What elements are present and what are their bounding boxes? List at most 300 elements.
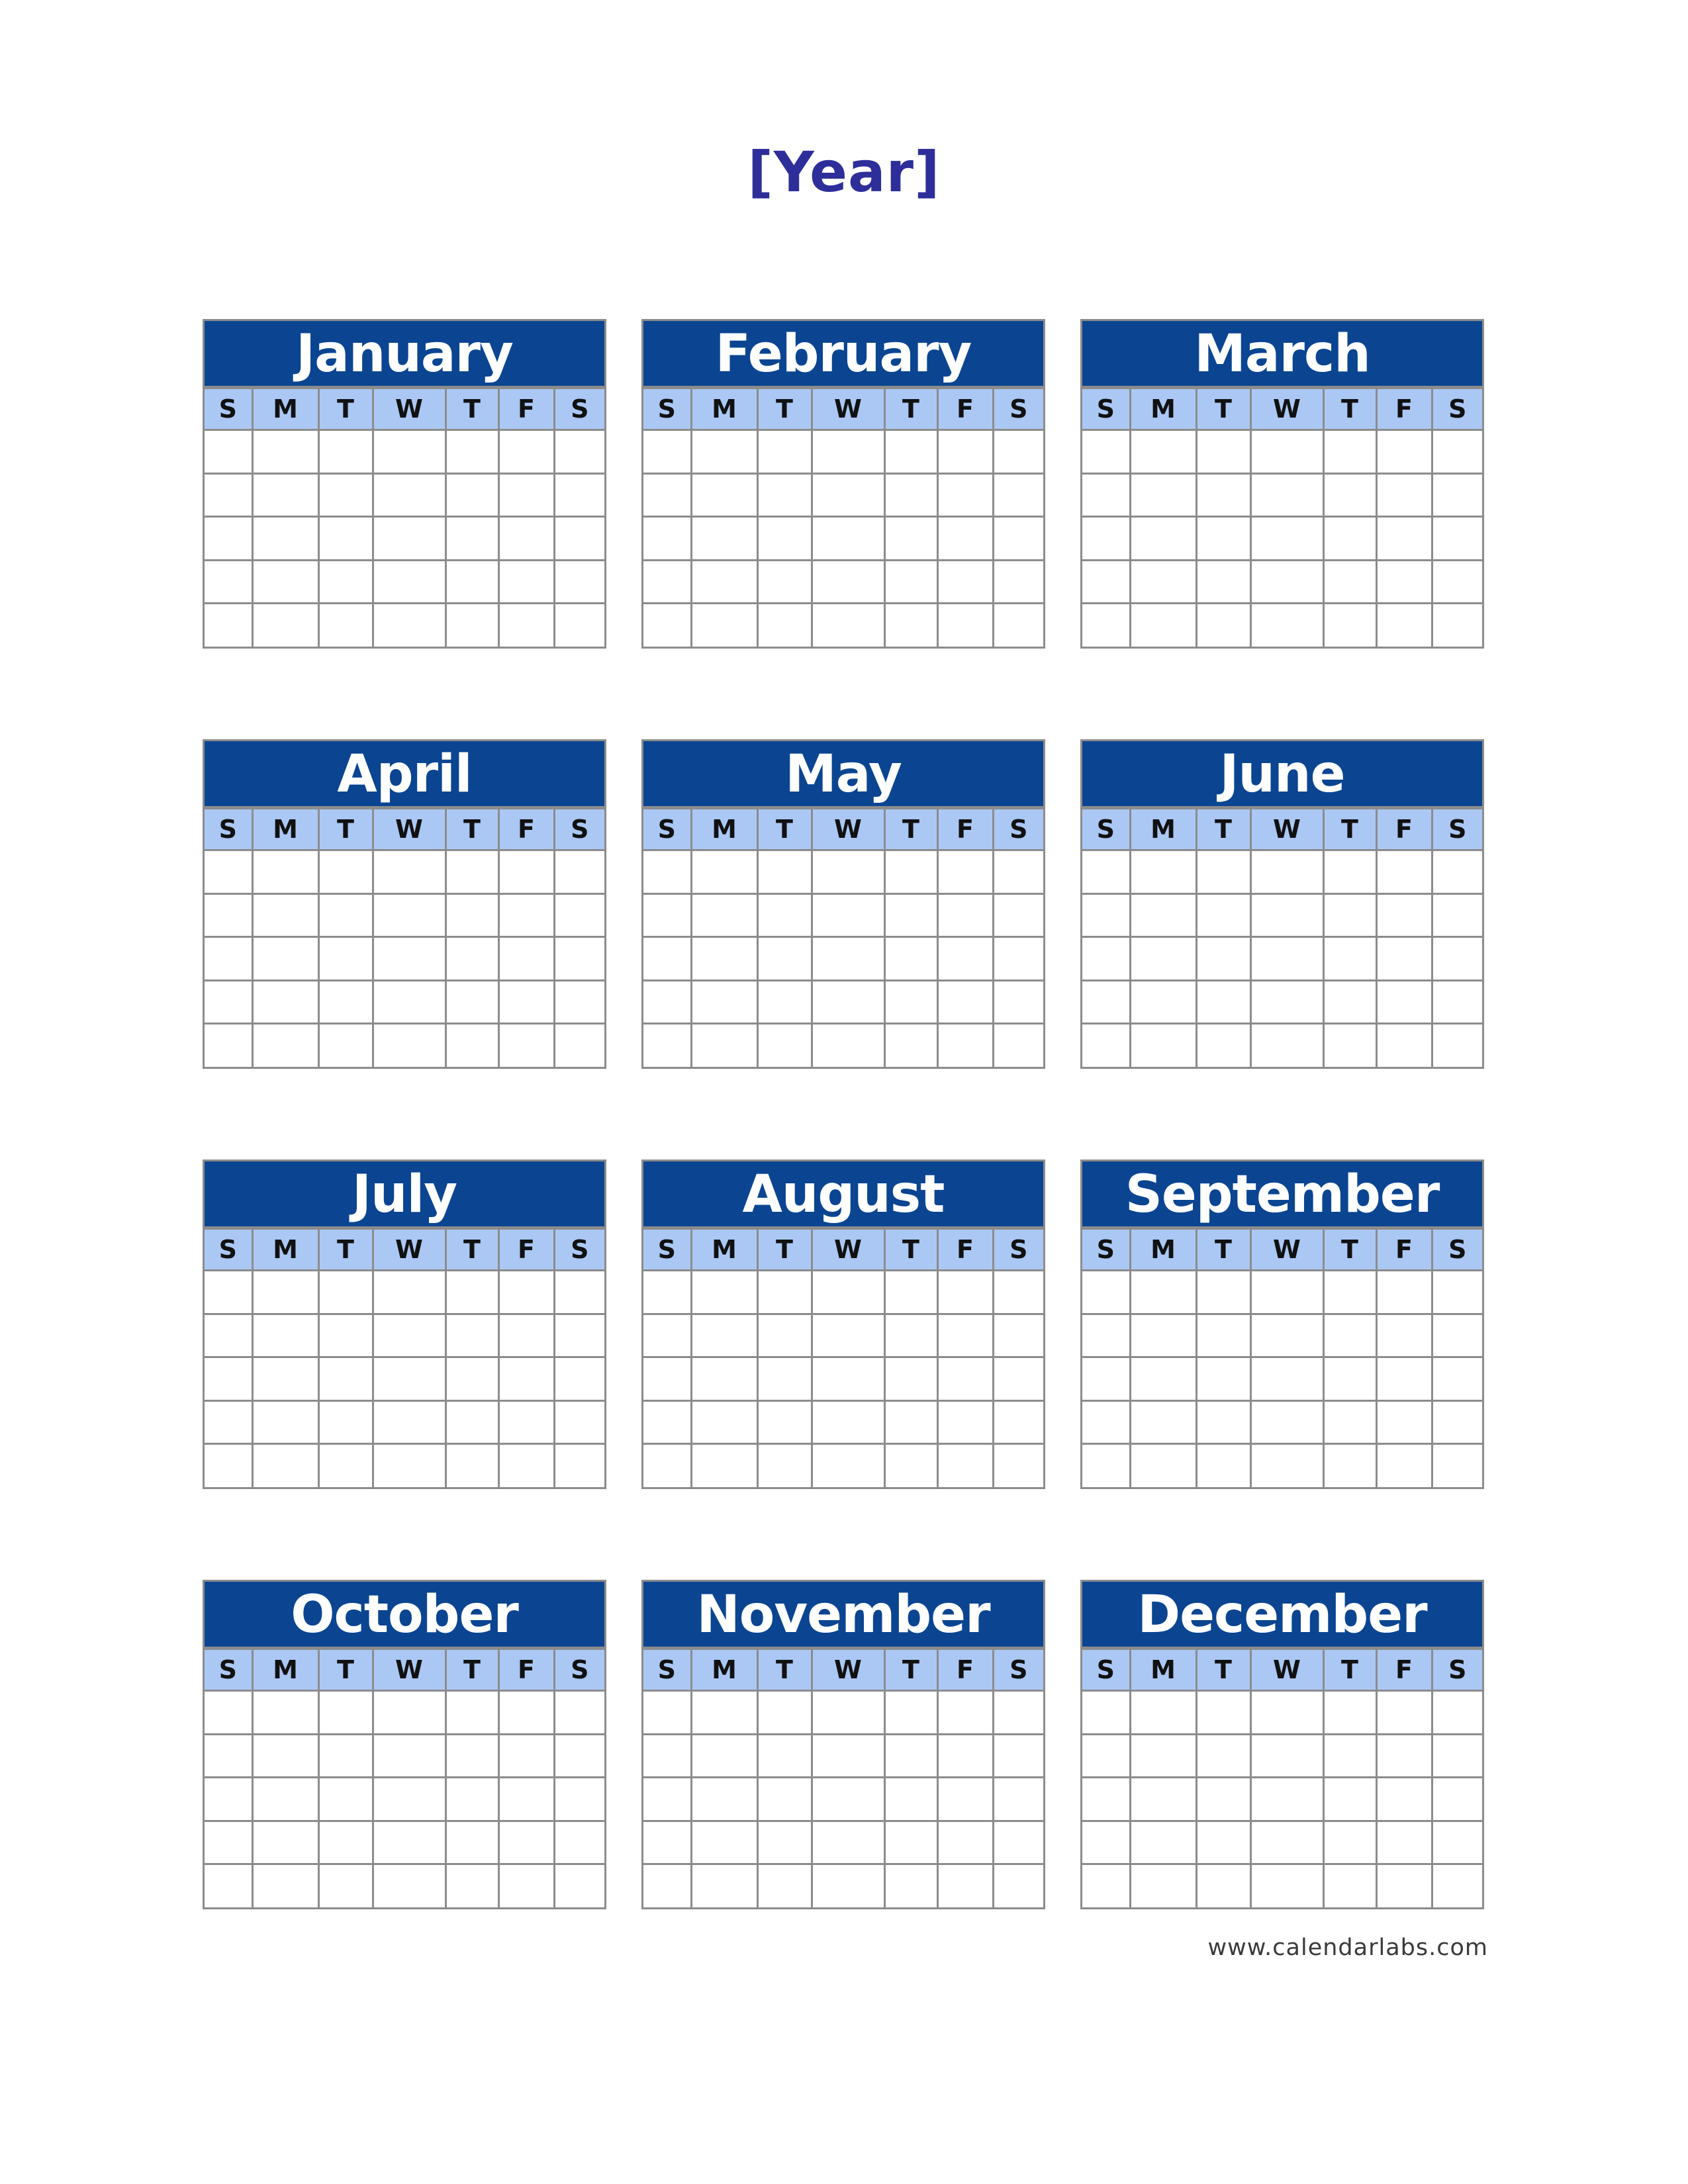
week-row xyxy=(1082,1821,1482,1864)
weekday-row xyxy=(205,388,604,430)
weekday-label: S xyxy=(205,388,252,430)
week-row xyxy=(205,1357,604,1400)
day-cell xyxy=(498,1357,554,1400)
day-cell xyxy=(205,473,252,516)
day-cell xyxy=(812,560,884,603)
day-cell xyxy=(252,1444,318,1487)
day-cell xyxy=(993,850,1043,893)
day-cell xyxy=(1082,473,1130,516)
day-cell xyxy=(884,1400,937,1443)
week-row xyxy=(1082,604,1482,647)
day-cell xyxy=(993,1778,1043,1821)
day-cell xyxy=(1323,980,1376,1023)
day-cell xyxy=(445,893,498,936)
month-april xyxy=(203,739,606,1069)
weekday-label: W xyxy=(1250,388,1323,430)
day-cell xyxy=(205,850,252,893)
weekday-label: M xyxy=(1130,809,1196,850)
weekday-label: F xyxy=(1376,1649,1432,1691)
day-cell xyxy=(252,1314,318,1357)
day-cell xyxy=(937,560,993,603)
day-cell xyxy=(1376,1691,1432,1734)
day-cell xyxy=(643,1734,691,1777)
day-grid xyxy=(1082,387,1482,647)
day-cell xyxy=(757,1691,812,1734)
day-cell xyxy=(691,893,757,936)
day-cell xyxy=(691,1357,757,1400)
day-cell xyxy=(554,517,604,560)
month-february xyxy=(641,319,1045,649)
day-cell xyxy=(1130,1778,1196,1821)
day-cell xyxy=(812,604,884,647)
weekday-label: S xyxy=(1432,1649,1482,1691)
week-row xyxy=(1082,1691,1482,1734)
day-cell xyxy=(445,1357,498,1400)
week-row xyxy=(1082,1864,1482,1907)
day-cell xyxy=(691,430,757,473)
day-cell xyxy=(498,1821,554,1864)
day-cell xyxy=(498,893,554,936)
month-august xyxy=(641,1160,1045,1489)
week-row xyxy=(1082,1357,1482,1400)
week-row xyxy=(643,1357,1043,1400)
weekday-label: S xyxy=(1432,388,1482,430)
day-cell xyxy=(757,1400,812,1443)
weekday-label: T xyxy=(757,388,812,430)
day-cell xyxy=(205,1821,252,1864)
week-row xyxy=(643,604,1043,647)
day-cell xyxy=(373,1864,445,1907)
day-cell xyxy=(205,1691,252,1734)
day-cell xyxy=(757,1271,812,1314)
day-cell xyxy=(1082,850,1130,893)
weekday-label: M xyxy=(1130,1229,1196,1271)
day-cell xyxy=(445,604,498,647)
day-cell xyxy=(884,1734,937,1777)
weekday-label: F xyxy=(1376,1229,1432,1271)
weekday-label: M xyxy=(1130,1649,1196,1691)
day-cell xyxy=(993,980,1043,1023)
day-cell xyxy=(1250,1024,1323,1067)
month-grid xyxy=(203,319,1484,1909)
week-row xyxy=(1082,1400,1482,1443)
weekday-label: T xyxy=(445,1649,498,1691)
day-cell xyxy=(1082,430,1130,473)
day-cell xyxy=(993,937,1043,980)
weekday-label: S xyxy=(993,1229,1043,1271)
day-cell xyxy=(1432,980,1482,1023)
week-row xyxy=(1082,980,1482,1023)
day-cell xyxy=(554,1024,604,1067)
weekday-label: W xyxy=(373,388,445,430)
week-row xyxy=(205,517,604,560)
day-cell xyxy=(884,473,937,516)
day-cell xyxy=(498,1024,554,1067)
day-cell xyxy=(1130,980,1196,1023)
day-cell xyxy=(643,604,691,647)
day-cell xyxy=(643,937,691,980)
day-cell xyxy=(373,1357,445,1400)
day-cell xyxy=(1376,1400,1432,1443)
day-cell xyxy=(643,1024,691,1067)
day-cell xyxy=(1130,560,1196,603)
weekday-label: S xyxy=(554,1649,604,1691)
day-cell xyxy=(993,430,1043,473)
day-cell xyxy=(884,517,937,560)
day-cell xyxy=(252,1400,318,1443)
day-cell xyxy=(1376,980,1432,1023)
day-cell xyxy=(1323,1691,1376,1734)
day-cell xyxy=(318,937,373,980)
day-cell xyxy=(1196,850,1250,893)
day-cell xyxy=(643,1864,691,1907)
day-cell xyxy=(373,1734,445,1777)
weekday-label: S xyxy=(993,809,1043,850)
week-row xyxy=(643,1778,1043,1821)
day-cell xyxy=(498,850,554,893)
week-row xyxy=(643,1314,1043,1357)
day-cell xyxy=(643,980,691,1023)
weekday-label: T xyxy=(445,1229,498,1271)
day-cell xyxy=(318,980,373,1023)
day-cell xyxy=(1376,1821,1432,1864)
day-cell xyxy=(445,1314,498,1357)
day-cell xyxy=(205,1778,252,1821)
day-cell xyxy=(318,604,373,647)
day-cell xyxy=(1250,1400,1323,1443)
day-cell xyxy=(1376,1734,1432,1777)
day-cell xyxy=(1432,1444,1482,1487)
day-cell xyxy=(993,893,1043,936)
week-row xyxy=(643,517,1043,560)
day-cell xyxy=(554,1734,604,1777)
weekday-label: F xyxy=(498,1229,554,1271)
week-row xyxy=(1082,893,1482,936)
day-cell xyxy=(1432,1271,1482,1314)
month-name: February xyxy=(643,321,1043,387)
day-cell xyxy=(1376,430,1432,473)
day-cell xyxy=(445,1778,498,1821)
day-cell xyxy=(205,1864,252,1907)
weekday-label: T xyxy=(1196,1229,1250,1271)
day-cell xyxy=(757,1024,812,1067)
day-cell xyxy=(1323,1444,1376,1487)
day-cell xyxy=(884,1357,937,1400)
day-cell xyxy=(445,1821,498,1864)
day-cell xyxy=(1196,560,1250,603)
day-cell xyxy=(252,604,318,647)
day-cell xyxy=(1250,1444,1323,1487)
day-cell xyxy=(318,430,373,473)
day-grid xyxy=(643,1228,1043,1487)
day-cell xyxy=(937,1024,993,1067)
day-grid xyxy=(205,1228,604,1487)
weekday-label: S xyxy=(993,1649,1043,1691)
day-cell xyxy=(1250,1314,1323,1357)
day-cell xyxy=(1130,1400,1196,1443)
day-cell xyxy=(1323,1271,1376,1314)
day-cell xyxy=(445,560,498,603)
day-cell xyxy=(884,1821,937,1864)
month-june xyxy=(1080,739,1484,1069)
week-row xyxy=(643,937,1043,980)
day-cell xyxy=(643,473,691,516)
day-cell xyxy=(252,980,318,1023)
day-cell xyxy=(373,893,445,936)
day-cell xyxy=(993,1400,1043,1443)
day-cell xyxy=(554,1864,604,1907)
day-cell xyxy=(1196,1444,1250,1487)
day-cell xyxy=(445,1024,498,1067)
day-cell xyxy=(498,1400,554,1443)
day-cell xyxy=(498,1734,554,1777)
day-cell xyxy=(498,430,554,473)
day-cell xyxy=(1196,517,1250,560)
day-cell xyxy=(1323,1864,1376,1907)
day-cell xyxy=(691,473,757,516)
day-cell xyxy=(1323,1821,1376,1864)
day-cell xyxy=(643,1271,691,1314)
day-cell xyxy=(498,937,554,980)
day-cell xyxy=(498,517,554,560)
week-row xyxy=(1082,517,1482,560)
day-cell xyxy=(757,980,812,1023)
weekday-label: T xyxy=(757,1229,812,1271)
day-cell xyxy=(993,1357,1043,1400)
weekday-label: M xyxy=(691,1649,757,1691)
day-cell xyxy=(205,980,252,1023)
day-cell xyxy=(498,1444,554,1487)
day-cell xyxy=(498,473,554,516)
day-cell xyxy=(1432,850,1482,893)
day-cell xyxy=(1432,1778,1482,1821)
day-cell xyxy=(937,850,993,893)
day-cell xyxy=(1196,604,1250,647)
day-grid xyxy=(643,1648,1043,1907)
day-cell xyxy=(937,1778,993,1821)
weekday-label: T xyxy=(318,809,373,850)
day-cell xyxy=(554,1271,604,1314)
day-cell xyxy=(554,893,604,936)
day-grid xyxy=(205,1648,604,1907)
day-grid xyxy=(1082,1228,1482,1487)
day-cell xyxy=(643,1444,691,1487)
day-cell xyxy=(1196,1691,1250,1734)
weekday-label: S xyxy=(205,1229,252,1271)
day-cell xyxy=(1250,850,1323,893)
day-cell xyxy=(1432,1024,1482,1067)
day-cell xyxy=(884,604,937,647)
day-cell xyxy=(373,430,445,473)
weekday-label: W xyxy=(812,388,884,430)
day-cell xyxy=(757,1357,812,1400)
weekday-label: S xyxy=(554,1229,604,1271)
day-cell xyxy=(884,560,937,603)
day-cell xyxy=(554,560,604,603)
day-cell xyxy=(445,430,498,473)
day-cell xyxy=(757,937,812,980)
day-cell xyxy=(373,604,445,647)
weekday-label: S xyxy=(1082,809,1130,850)
day-cell xyxy=(757,473,812,516)
weekday-label: F xyxy=(937,809,993,850)
day-cell xyxy=(1130,1734,1196,1777)
weekday-label: W xyxy=(812,1229,884,1271)
weekday-label: F xyxy=(937,1229,993,1271)
day-cell xyxy=(884,937,937,980)
month-name: December xyxy=(1082,1582,1482,1648)
weekday-label: T xyxy=(445,388,498,430)
day-cell xyxy=(937,937,993,980)
day-cell xyxy=(373,850,445,893)
day-cell xyxy=(993,604,1043,647)
day-cell xyxy=(691,1864,757,1907)
day-cell xyxy=(252,937,318,980)
day-cell xyxy=(252,893,318,936)
day-cell xyxy=(937,1864,993,1907)
weekday-label: W xyxy=(812,1649,884,1691)
month-november xyxy=(641,1580,1045,1909)
week-row xyxy=(1082,473,1482,516)
day-cell xyxy=(691,1691,757,1734)
day-cell xyxy=(993,1691,1043,1734)
day-cell xyxy=(937,430,993,473)
day-cell xyxy=(1250,1778,1323,1821)
weekday-row xyxy=(643,809,1043,850)
day-cell xyxy=(498,1691,554,1734)
weekday-label: M xyxy=(691,1229,757,1271)
day-cell xyxy=(1250,560,1323,603)
day-cell xyxy=(1376,1864,1432,1907)
day-cell xyxy=(318,1314,373,1357)
month-name: November xyxy=(643,1582,1043,1648)
day-cell xyxy=(1250,980,1323,1023)
month-january xyxy=(203,319,606,649)
day-cell xyxy=(318,517,373,560)
weekday-label: T xyxy=(1196,388,1250,430)
day-cell xyxy=(812,1864,884,1907)
weekday-label: S xyxy=(1082,1649,1130,1691)
day-cell xyxy=(1082,1778,1130,1821)
weekday-label: F xyxy=(498,388,554,430)
day-cell xyxy=(205,937,252,980)
day-cell xyxy=(1130,1691,1196,1734)
day-cell xyxy=(937,980,993,1023)
day-cell xyxy=(691,604,757,647)
day-cell xyxy=(1130,937,1196,980)
day-cell xyxy=(937,1357,993,1400)
day-cell xyxy=(205,1400,252,1443)
day-cell xyxy=(1196,893,1250,936)
week-row xyxy=(1082,1024,1482,1067)
day-cell xyxy=(691,980,757,1023)
day-cell xyxy=(691,560,757,603)
week-row xyxy=(205,980,604,1023)
day-cell xyxy=(691,1024,757,1067)
weekday-label: W xyxy=(373,1229,445,1271)
day-cell xyxy=(1082,1691,1130,1734)
weekday-label: T xyxy=(318,1229,373,1271)
day-cell xyxy=(1432,604,1482,647)
day-cell xyxy=(1130,473,1196,516)
day-grid xyxy=(205,387,604,647)
day-cell xyxy=(1323,893,1376,936)
day-grid xyxy=(205,807,604,1067)
day-grid xyxy=(643,807,1043,1067)
day-cell xyxy=(1323,850,1376,893)
day-cell xyxy=(373,1821,445,1864)
week-row xyxy=(643,1691,1043,1734)
day-cell xyxy=(1376,1778,1432,1821)
month-march xyxy=(1080,319,1484,649)
day-cell xyxy=(691,1271,757,1314)
day-cell xyxy=(1432,1691,1482,1734)
week-row xyxy=(205,560,604,603)
day-cell xyxy=(1082,937,1130,980)
month-name: May xyxy=(643,741,1043,807)
weekday-label: W xyxy=(373,1649,445,1691)
day-cell xyxy=(1376,850,1432,893)
day-cell xyxy=(373,1314,445,1357)
day-grid xyxy=(1082,1648,1482,1907)
day-cell xyxy=(993,1024,1043,1067)
day-cell xyxy=(1432,893,1482,936)
day-cell xyxy=(643,560,691,603)
day-cell xyxy=(318,1864,373,1907)
day-cell xyxy=(1432,517,1482,560)
day-cell xyxy=(812,850,884,893)
week-row xyxy=(205,1400,604,1443)
day-cell xyxy=(1250,1821,1323,1864)
day-cell xyxy=(1196,980,1250,1023)
day-cell xyxy=(1376,1314,1432,1357)
weekday-label: S xyxy=(643,388,691,430)
week-row xyxy=(205,937,604,980)
week-row xyxy=(205,604,604,647)
weekday-label: M xyxy=(252,809,318,850)
day-cell xyxy=(318,1024,373,1067)
day-cell xyxy=(1082,1821,1130,1864)
day-cell xyxy=(498,604,554,647)
day-cell xyxy=(1196,1357,1250,1400)
week-row xyxy=(643,1864,1043,1907)
day-cell xyxy=(1250,430,1323,473)
day-cell xyxy=(812,517,884,560)
week-row xyxy=(643,850,1043,893)
day-cell xyxy=(643,1691,691,1734)
day-cell xyxy=(1323,517,1376,560)
day-cell xyxy=(1196,1864,1250,1907)
day-cell xyxy=(937,1691,993,1734)
day-cell xyxy=(1432,1821,1482,1864)
day-cell xyxy=(1323,1357,1376,1400)
day-cell xyxy=(445,517,498,560)
day-cell xyxy=(318,850,373,893)
weekday-label: T xyxy=(1323,809,1376,850)
day-cell xyxy=(1082,1734,1130,1777)
month-name: September xyxy=(1082,1161,1482,1228)
day-cell xyxy=(757,1821,812,1864)
month-july xyxy=(203,1160,606,1489)
day-cell xyxy=(937,473,993,516)
day-cell xyxy=(1082,1444,1130,1487)
month-name: June xyxy=(1082,741,1482,807)
day-cell xyxy=(643,1778,691,1821)
weekday-label: T xyxy=(1196,809,1250,850)
weekday-label: M xyxy=(252,388,318,430)
day-cell xyxy=(1196,1271,1250,1314)
day-cell xyxy=(812,1734,884,1777)
